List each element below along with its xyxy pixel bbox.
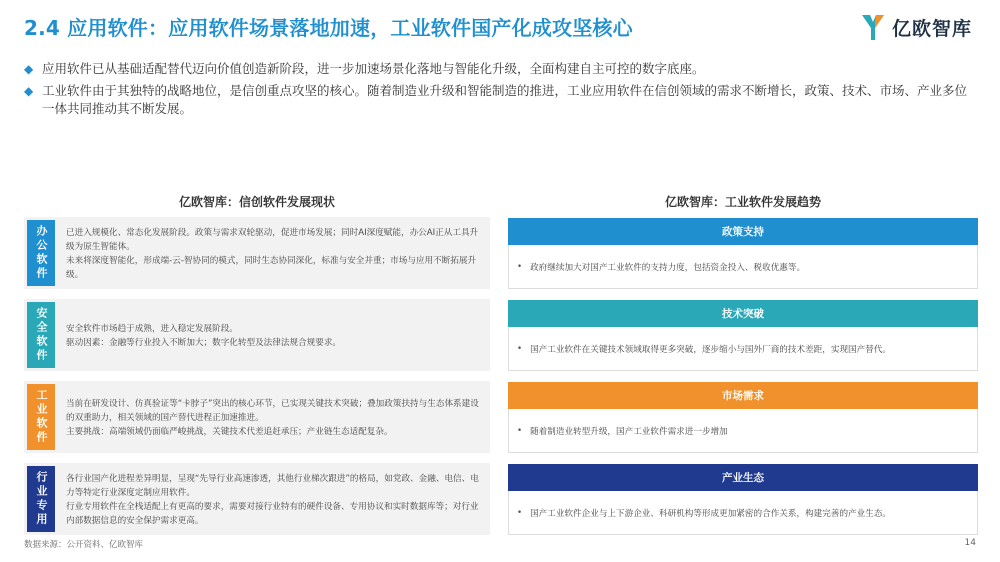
row-line: 驱动因素：金融等行业投入不断加大；数字化转型及法律法规合规要求。 xyxy=(66,337,342,348)
diamond-icon: ◆ xyxy=(24,62,34,76)
status-row-vertical xyxy=(24,463,490,535)
row-line: 未来将深度智能化，形成端-云-智协同的模式，同时生态协同深化，标准与安全并重；市场与应用不断拓展升级。 xyxy=(66,255,477,280)
trend-row-ecosystem xyxy=(508,464,978,536)
trend-head: 政策支持 xyxy=(508,218,978,245)
row-line: 主要挑战：高端领域仍面临严峻挑战，关键技术代差追赶承压；产业链生态适配复杂。 xyxy=(66,426,393,437)
row-line: 安全软件市场趋于成熟，进入稳定发展阶段。 xyxy=(66,323,238,334)
intro-bullets xyxy=(24,60,974,122)
brand-name: 亿欧智库 xyxy=(891,17,972,40)
page-number: 14 xyxy=(964,538,976,548)
trend-text: 随着制造业转型升级，国产工业软件需求进一步增加 xyxy=(530,426,728,437)
right-section-title: 亿欧智库：工业软件发展趋势 xyxy=(664,195,821,209)
bullet-text: 工业软件由于其独特的战略地位，是信创重点攻坚的核心。随着制造业升级和智能制造的推进，工业应用软件在信创领域的需求不断增长，政策、技术、市场、产业多位一体共同推动其不断发展。 xyxy=(42,83,968,116)
trend-text: 政府继续加大对国产工业软件的支持力度，包括资金投入、税收优惠等。 xyxy=(530,262,806,273)
logo-icon xyxy=(860,12,886,42)
brand-logo xyxy=(860,12,972,42)
row-tag: 工业软件 xyxy=(27,384,55,450)
bullet-dot-icon: • xyxy=(517,261,523,272)
row-tag: 办公软件 xyxy=(27,220,55,286)
bullet-dot-icon: • xyxy=(517,343,523,354)
page-title: 2.4 应用软件：应用软件场景落地加速，工业软件国产化成攻坚核心 xyxy=(24,16,633,40)
bullet-item xyxy=(24,82,974,118)
data-source: 数据来源：公开资料、亿欧智库 xyxy=(24,540,144,550)
status-row-industrial xyxy=(24,381,490,453)
trend-row-market xyxy=(508,382,978,454)
row-line: 各行业国产化进程差异明显，呈现“先导行业高速渗透，其他行业梯次跟进”的格局，如党政、金融、电信、电力等特定行业深度定制应用软件。 xyxy=(66,473,479,498)
trend-head: 产业生态 xyxy=(508,464,978,491)
bullet-dot-icon: • xyxy=(517,507,523,518)
bullet-item xyxy=(24,60,974,78)
bullet-text: 应用软件已从基础适配替代迈向价值创造新阶段，进一步加速场景化落地与智能化升级，全面构建自主可控的数字底座。 xyxy=(42,61,705,76)
status-row-office xyxy=(24,217,490,289)
left-section-title: 亿欧智库：信创软件发展现状 xyxy=(178,195,335,209)
bullet-dot-icon: • xyxy=(517,425,523,436)
trend-row-tech xyxy=(508,300,978,372)
trend-text: 国产工业软件企业与上下游企业、科研机构等形成更加紧密的合作关系，构建完善的产业生态。 xyxy=(530,508,892,519)
row-line: 已进入规模化、常态化发展阶段。政策与需求双轮驱动，促进市场发展；同时AI深度赋能，办公AI正从工具升级为原生智能体。 xyxy=(66,227,479,252)
trend-row-policy xyxy=(508,218,978,290)
diamond-icon: ◆ xyxy=(24,84,34,98)
status-row-security xyxy=(24,299,490,371)
trend-head: 技术突破 xyxy=(508,300,978,327)
row-line: 当前在研发设计、仿真验证等“卡脖子”突出的核心环节，已实现关键技术突破；叠加政策扶持与生态体系建设的双重助力，相关领域的国产替代进程正加速推进。 xyxy=(66,398,479,423)
row-tag: 行业专用 xyxy=(27,466,55,532)
row-line: 行业专用软件在全栈适配上有更高的要求，需要对接行业特有的硬件设备、专用协议和实时数据库等；对行业内部数据信息的安全保护需求更高。 xyxy=(66,501,479,526)
trend-text: 国产工业软件在关键技术领域取得更多突破，逐步缩小与国外厂商的技术差距，实现国产替代。 xyxy=(530,344,892,355)
row-tag: 安全软件 xyxy=(27,302,55,368)
trend-head: 市场需求 xyxy=(508,382,978,409)
